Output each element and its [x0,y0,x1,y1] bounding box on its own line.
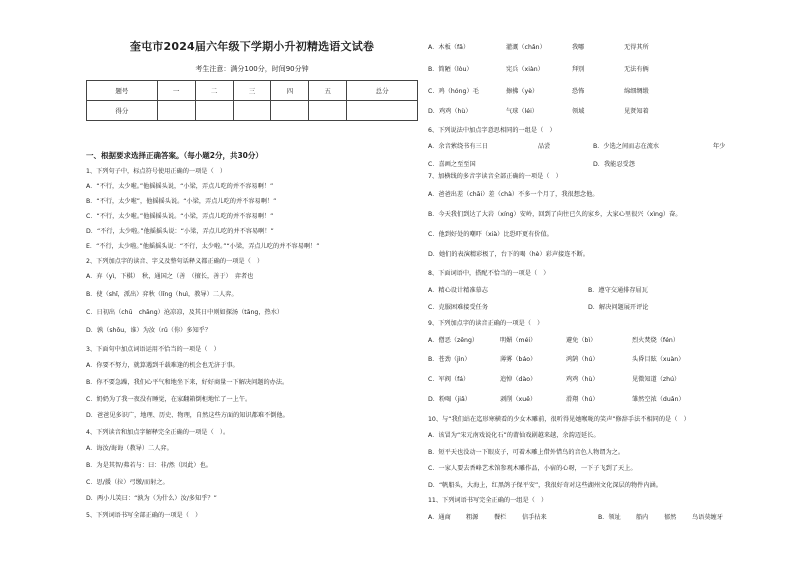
answer-option: C．日初出（chū chāng）沧凉凉，及其日中则如探汤（tāng，热水） [86,309,284,316]
answer-option: D．“不行，太少啦。”他摇摇头说：“小梁，弄点儿吃的并不容易啊！” [86,228,274,235]
question-stem: 5、下列词语书写全部正确的一项是（ ） [86,512,202,519]
option-text: 鸡鸡（hù） [566,376,599,383]
score-cell[interactable] [195,101,233,121]
option-text: 年少 [713,143,726,150]
option-text: 信手拈来 [522,514,547,521]
answer-option: D．“帆船头，大海上，红黑鸽子保平安”，我很好奇对这些湖州文化深层的物件内涵。 [428,482,662,489]
option-text: 恐怖 [572,88,585,95]
answer-option: B．使（shǐ，派出）弈秋（lǐng（huì，教导）二人弈。 [86,291,238,298]
option-text: C．克服困难接受任务 [428,304,489,311]
question-stem: 10、与“我们站在迄形寒横看的少女木雕前，很听得见她喉咙的笑声”修辞手法不相同的是（ ） [428,416,690,423]
option-text: 明媚（méi） [500,337,537,344]
option-text: A．余音萦绕书有三日 [428,143,488,150]
score-table [86,80,418,121]
question-stem: 2、下列加点字的读音、字义及整句话释义都正确的一项是（ ） [86,258,264,265]
q5-option-row [428,88,724,96]
answer-option: A．诲汝/诲诲（教导）二人弈。 [86,445,173,452]
answer-option: C．他到好处的嘲吓（xià）比恐吓更有价值。 [428,231,553,238]
option-text: B．少选之间而志在流水 [593,143,660,150]
answer-option: C．“不行，太少啦。”他摇摇头说。“小梁，弄点儿吃的并不容易啊！” [86,213,274,220]
answer-option: B．“不行，太少啦”，他摇摇头说。“小梁，弄点儿吃的并不容易啊！” [86,198,277,205]
score-header-cell: 一 [157,81,195,101]
score-header-cell: 五 [309,81,347,101]
answer-option: E．“不行，太少啦。”他摇摇头说：“不行，太少啦。”“小梁，弄点儿吃的并不容易啊！” [86,243,320,250]
question-stem: 6、下列说法中加点字意思相同的一组是（ ） [428,127,556,134]
answer-option: B．为是其智/弗若与：曰：非/然（因此）也。 [86,462,212,469]
option-text: C．鸡（hóng）毛 [428,88,479,95]
option-text: 无法有俩 [624,66,649,73]
question-stem: 4、下列读音和加点字解释完全正确的一项是（ ）。 [86,429,230,436]
option-text: 烈火焚烧（fén） [632,337,680,344]
q5-option-row [428,66,724,74]
score-header-cell: 四 [271,81,309,101]
option-text: 灌溉（chǎn） [506,44,546,51]
option-text: 雏然空浓（duǎn） [632,396,685,403]
option-text: 薄雾（báo） [500,356,537,363]
option-text: 见微知道（zhú） [632,376,681,383]
score-cell[interactable] [271,101,309,121]
answer-option: A．爸爸出差（chāi）差（chà）不多一个月了，我很想念他。 [428,191,599,198]
score-cell[interactable] [309,101,347,121]
score-cell[interactable] [347,101,418,121]
q6-option-row [428,143,753,151]
exam-note: 考生注意：满分100分，时间90分钟 [195,65,309,73]
option-text: 郁然 [664,514,677,521]
score-cell[interactable] [233,101,271,121]
answer-option: A．弃（yì，下棋） 秋，通国之（善 （擅长，善于） 弈者也 [86,273,254,280]
score-header-cell: 题号 [87,81,158,101]
question-stem: 9、下列加点字的读音正确的一项是（ ） [428,320,544,327]
option-text: 品尝 [538,143,551,150]
answer-option: B．短平天也没动一下眼皮子，可着木雕上借外惜鸟的音色人物谓为之。 [428,449,625,456]
option-text: C．军阀（fá） [428,376,470,383]
option-text: 领域 [572,108,585,115]
score-table-score-row [87,101,418,121]
option-text: 见贤知着 [624,108,649,115]
q11-option-group [428,514,550,522]
option-text: B．遵守交通排存屈瓦 [588,287,648,294]
option-text: 宪兵（xiàn） [506,66,544,73]
option-text: A．僧恶（zēng） [428,337,479,344]
option-text: C．喜画之至至国 [428,161,476,168]
q8-option-row [428,287,758,295]
q5-option-row [428,44,724,52]
q9-option-row [428,396,742,404]
q9-option-row [428,356,742,364]
score-header-cell: 总分 [347,81,418,101]
question-stem: 11、下列词语书写完全正确的一组是（ ） [428,497,548,504]
option-text: 无得其所 [624,44,649,51]
option-text: D．我能忍受怨 [593,161,635,168]
option-text: 粗源 [466,514,479,521]
option-text: 擦拂（yè） [506,88,539,95]
option-text: 船内 [636,514,649,521]
option-text: 餐栏 [494,514,507,521]
right-column [428,0,768,562]
question-stem: 1、下列句子中，标点符号使用正确的一项是（ ） [86,168,227,175]
option-text: D．粉喝（jiǎ） [428,396,471,403]
option-text: A．木板（fǎ） [428,44,470,51]
score-cell[interactable] [157,101,195,121]
option-text: 气球（léi） [506,108,538,115]
q9-option-row [428,376,742,384]
q6-option-row [428,161,753,169]
score-table-header-row [87,81,418,101]
option-text: B．简陋（lòu） [428,66,473,73]
option-text: B．领址 [598,514,621,521]
score-row-label: 得分 [87,101,158,121]
section-heading: 一、根据要求选择正确答案。（每小题2分，共30分） [86,151,263,160]
answer-option: D．两小儿笑曰：“孰为（为什么）汝/多知乎？” [86,495,217,502]
question-stem: 7、加横线的多音字读音全部正确的一项是（ ） [428,173,562,180]
option-text: 滑翔（hú） [566,396,599,403]
option-text: 鸟语莫缠牙 [692,514,723,521]
answer-option: D．她们的表演精彩极了，台下的喝（hè）彩声接连不断。 [428,251,589,258]
page-title: 奎屯市2024届六年级下学期小升初精选语文试卷 [129,40,375,53]
option-text: A．通商 [428,514,451,521]
q8-option-row [428,304,758,312]
option-text: 追悼（dào） [500,376,537,383]
question-stem: 3、下面句中加点词语运用不恰当的一项是（ ） [86,346,220,353]
q9-option-row [428,337,742,345]
answer-option: B．你不要急躁，我们心平气和地坐下来，好好商量一下解决问题的办法。 [86,379,289,386]
answer-option: C．奶奶为了我一夜没有睡觉，在家翻箱倒柜地忙了一上午。 [86,396,252,403]
score-header-cell: 二 [195,81,233,101]
answer-option: A．你要不努力，就算遇到千载难逢的机会也无济于事。 [86,362,239,369]
left-column [86,0,418,562]
q11-option-group [598,514,723,522]
option-text: D．解决问题展开评论 [588,304,649,311]
option-text: 绵细绸缎 [624,88,649,95]
option-text: 剥削（xuē） [500,396,537,403]
answer-option: D．爸爸见多识广，地理、历史、物理，自然这些方面的知识都难不倒他。 [86,412,289,419]
option-text: D．鸡鸡（hù） [428,108,472,115]
q5-option-row [428,108,724,116]
option-text: 头昏目眩（xuàn） [632,356,685,363]
option-text: 我哪 [572,44,585,51]
answer-option: C．思/援（拉）弓缴/而射之。 [86,479,169,486]
option-text: 拜别 [572,66,585,73]
option-text: B．苍劲（jìn） [428,356,471,363]
answer-option: A．该冒为“宋元南戏说化石”的莆仙戏剧越来越，余韵迈延长。 [428,432,600,439]
score-header-cell: 三 [233,81,271,101]
option-text: A．精心设计精准慕志 [428,287,488,294]
answer-option: A．“不行，太少啦。”他摇摇头说，“小梁，弄点儿吃的并不容易啊！” [86,183,274,190]
option-text: 鸿鹄（hú） [566,356,599,363]
answer-option: D．孰（shōu，谁）为汝（rǔ（你）多知乎？ [86,327,212,334]
answer-option: B．今天我们到达了大岩（xíng）安岭，回到了向往已久的家乡，大家心里很兴（xìng）奋。 [428,211,682,218]
question-stem: 8、下面词语中，搭配不恰当的一项是（ ） [428,270,550,277]
option-text: 避免（bì） [566,337,597,344]
answer-option: C．一家人要去香峰艺术馆参观木雕作品，小宿的心呀，一下子飞到了天上。 [428,465,637,472]
